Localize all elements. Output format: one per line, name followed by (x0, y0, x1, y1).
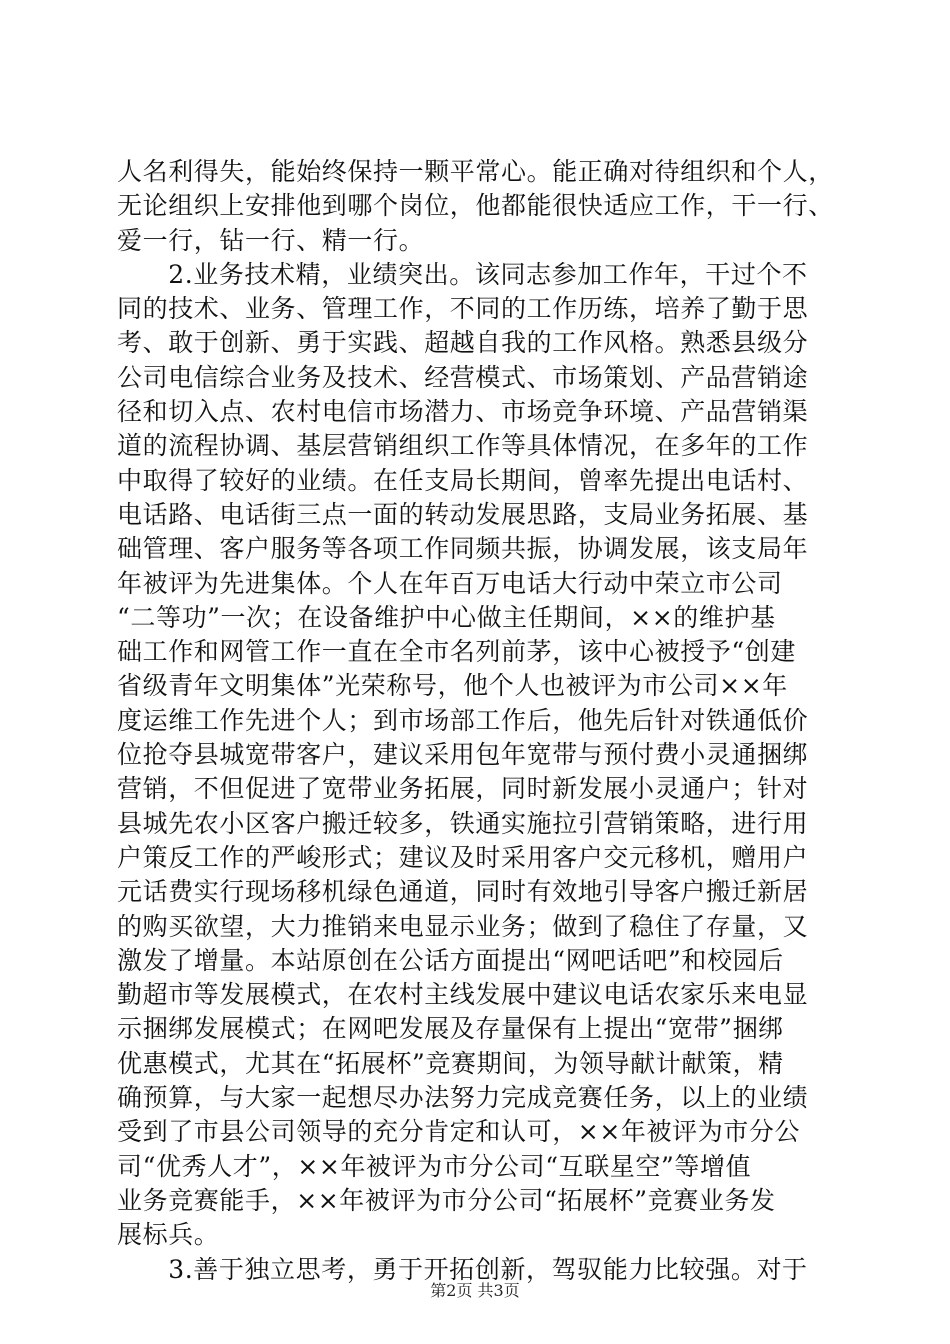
text-line: 司“优秀人才”，××年被评为市分公司“互联星空”等增值 (117, 1151, 752, 1181)
text-line: 受到了市县公司领导的充分肯定和认可，××年被评为市分公 (117, 1117, 801, 1147)
text-line: 础管理、客户服务等各项工作同频共振，协调发展，该支局年 (117, 534, 809, 564)
text-line: 础工作和网管工作一直在全市名列前茅，该中心被授予“创建 (117, 637, 796, 667)
body-text (117, 155, 837, 1287)
text-line: 人名利得失，能始终保持一颗平常心。能正确对待组织和个人， (117, 157, 834, 186)
text-line: 考、敢于创新、勇于实践、超越自我的工作风格。熟悉县级分 (117, 328, 809, 358)
text-line: 径和切入点、农村电信市场潜力、市场竞争环境、产品营销渠 (117, 397, 809, 427)
text-line: 省级青年文明集体”光荣称号，他个人也被评为市公司××年 (117, 671, 788, 701)
text-line: 元话费实行现场移机绿色通道，同时有效地引导客户搬迁新居 (117, 877, 809, 907)
text-line: 同的技术、业务、管理工作，不同的工作历练，培养了勤于思 (117, 294, 809, 324)
text-line: 中取得了较好的业绩。在任支局长期间，曾率先提出电话村、 (117, 465, 809, 495)
text-line: “二等功”一次；在设备维护中心做主任期间，××的维护基 (117, 602, 776, 632)
text-line: 公司电信综合业务及技术、经营模式、市场策划、产品营销途 (117, 362, 809, 392)
text-line: 县城先农小区客户搬迁较多，铁通实施拉引营销策略，进行用 (117, 808, 809, 838)
page-number-label: 第2页 共3页 (430, 1281, 520, 1300)
page-footer (0, 1278, 950, 1301)
text-line: 的购买欲望，大力推销来电显示业务；做到了稳住了存量，又 (117, 911, 809, 941)
text-line: 3.善于独立思考，勇于开拓创新，驾驭能力比较强。对于 (117, 1254, 808, 1284)
text-line: 确预算，与大家一起想尽办法努力完成竞赛任务，以上的业绩 (117, 1083, 809, 1113)
text-line: 勤超市等发展模式，在农村主线发展中建议电话农家乐来电显 (117, 980, 809, 1010)
text-line: 2.业务技术精，业绩突出。该同志参加工作年，干过个不 (117, 259, 808, 289)
text-line: 户策反工作的严峻形式；建议及时采用客户交元移机，赠用户 (117, 842, 809, 872)
text-line: 爱一行，钻一行、精一行。 (117, 225, 425, 255)
text-line: 位抢夺县城宽带客户，建议采用包年宽带与预付费小灵通捆绑 (117, 740, 809, 770)
text-line: 优惠模式，尤其在“拓展杯”竞赛期间，为领导献计献策，精 (117, 1048, 784, 1078)
text-line: 激发了增量。本站原创在公话方面提出“网吧话吧”和校园后 (117, 945, 784, 975)
text-line: 示捆绑发展模式；在网吧发展及存量保有上提出“宽带”捆绑 (117, 1014, 784, 1044)
text-line: 展标兵。 (117, 1220, 220, 1250)
text-line: 电话路、电话街三点一面的转动发展思路，支局业务拓展、基 (117, 499, 809, 529)
text-line: 年被评为先进集体。个人在年百万电话大行动中荣立市公司 (117, 568, 783, 598)
text-line: 业务竞赛能手，××年被评为市分公司“拓展杯”竞赛业务发 (117, 1185, 776, 1215)
text-line: 营销，不但促进了宽带业务拓展，同时新发展小灵通户；针对 (117, 774, 809, 804)
text-line: 道的流程协调、基层营销组织工作等具体情况，在多年的工作 (117, 431, 809, 461)
text-line: 无论组织上安排他到哪个岗位，他都能很快适应工作，干一行、 (117, 191, 834, 221)
text-line: 度运维工作先进个人；到市场部工作后，他先后针对铁通低价 (117, 705, 809, 735)
